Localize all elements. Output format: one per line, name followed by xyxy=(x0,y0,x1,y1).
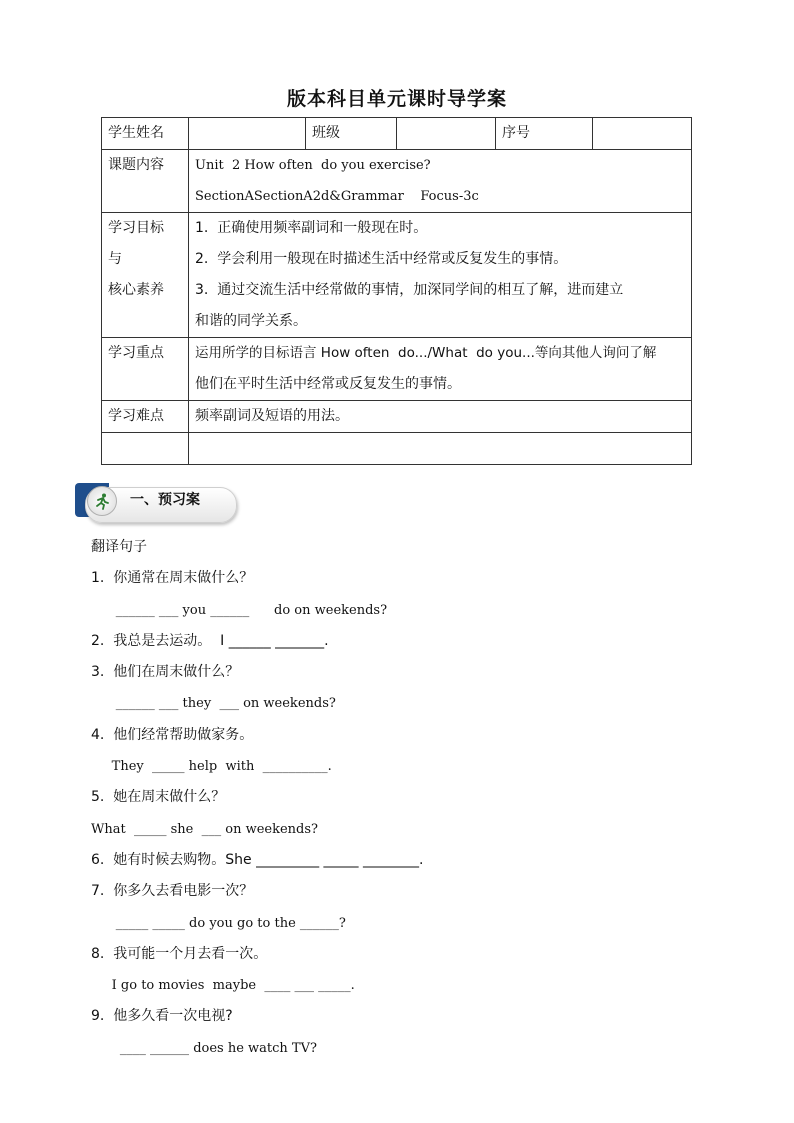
exercise-answer-line[interactable]: What _____ she ___ on weekends? xyxy=(91,821,318,837)
exercise-question: 7. 你多久去看电影一次？ xyxy=(91,883,254,900)
goal-item: 2. 学会利用一般现在时描述生活中经常或反复发生的事情。 xyxy=(195,251,568,267)
seat-field[interactable] xyxy=(593,118,692,150)
topic-line: SectionASectionA2d&Grammar Focus-3c xyxy=(195,189,479,204)
difficulty-content: 频率副词及短语的用法。 xyxy=(189,401,692,433)
exercise-answer-line[interactable]: ______ ___ they ___ on weekends? xyxy=(91,696,336,712)
info-table xyxy=(101,117,692,465)
topic-label: 课题内容 xyxy=(102,150,189,213)
goals-label-line: 学习目标 xyxy=(108,220,164,236)
exercise-question: 2. 我总是去运动。 I ______ _______. xyxy=(91,632,329,649)
exercise-question: 3. 他们在周末做什么？ xyxy=(91,664,240,681)
focus-line: 运用所学的目标语言 How often do.../What do you...等向其他人询问了解 xyxy=(195,345,657,361)
table-row xyxy=(102,150,692,213)
exercise-answer-line[interactable]: ____ ______ does he watch TV? xyxy=(91,1040,317,1056)
goals-label-line: 与 xyxy=(108,251,122,267)
focus-line: 他们在平时生活中经常或反复发生的事情。 xyxy=(195,376,461,392)
student-name-field[interactable] xyxy=(189,118,306,150)
section-header xyxy=(75,483,235,523)
exercise-answer-line[interactable]: _____ _____ do you go to the ______? xyxy=(91,915,346,931)
class-label: 班级 xyxy=(306,118,397,150)
table-row xyxy=(102,338,692,401)
runner-icon xyxy=(87,486,117,516)
exercise-question: 1. 你通常在周末做什么？ xyxy=(91,570,254,587)
seat-label: 序号 xyxy=(496,118,593,150)
topic-content xyxy=(189,150,692,213)
exercise-question: 4. 他们经常帮助做家务。 xyxy=(91,726,254,743)
table-row xyxy=(102,433,692,465)
goal-item: 1. 正确使用频率副词和一般现在时。 xyxy=(195,220,428,236)
exercise-heading: 翻译句子 xyxy=(91,539,147,555)
exercise-question: 5. 她在周末做什么？ xyxy=(91,789,226,806)
goals-label-line: 核心素养 xyxy=(108,282,164,298)
table-row xyxy=(102,118,692,150)
exercise-question: 6. 她有时候去购物。She _________ _____ ________. xyxy=(91,851,424,868)
exercise-question: 8. 我可能一个月去看一次。 xyxy=(91,945,268,962)
class-field[interactable] xyxy=(397,118,496,150)
exercise-list xyxy=(91,532,711,1064)
goal-item: 和谐的同学关系。 xyxy=(195,313,307,329)
empty-label-cell xyxy=(102,433,189,465)
student-name-label: 学生姓名 xyxy=(102,118,189,150)
goal-item: 3. 通过交流生活中经常做的事情，加深同学间的相互了解，进而建立 xyxy=(195,282,624,298)
goals-content xyxy=(189,213,692,338)
section-title: 一、预习案 xyxy=(130,492,200,508)
goals-label xyxy=(102,213,189,338)
focus-content xyxy=(189,338,692,401)
exercise-answer-line[interactable]: They _____ help with __________. xyxy=(91,759,332,775)
page-title: 版本科目单元课时导学案 xyxy=(286,88,507,110)
exercise-answer-line[interactable]: ______ ___ you ______ do on weekends? xyxy=(91,602,388,618)
focus-label: 学习重点 xyxy=(102,338,189,401)
table-row xyxy=(102,401,692,433)
exercise-question: 9. 他多久看一次电视? xyxy=(91,1008,233,1025)
exercise-answer-line[interactable]: I go to movies maybe ____ ___ _____. xyxy=(91,978,355,994)
difficulty-label: 学习难点 xyxy=(102,401,189,433)
table-row xyxy=(102,213,692,338)
empty-content-cell xyxy=(189,433,692,465)
topic-line: Unit 2 How often do you exercise? xyxy=(195,158,431,173)
